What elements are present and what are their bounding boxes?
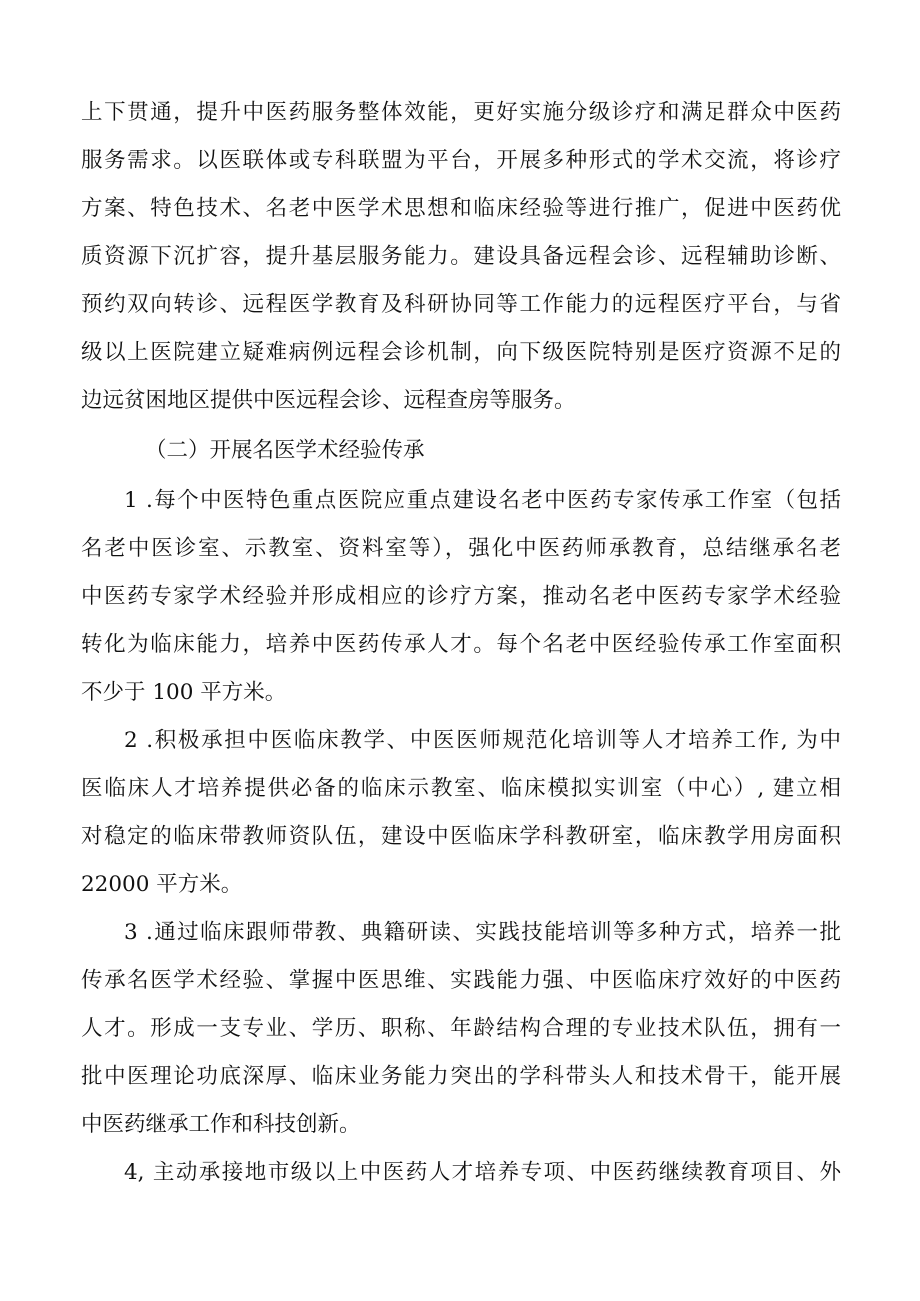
text-line: 2 .积极承担中医临床教学、中医医师规范化培训等人才培养工作, 为中 <box>124 728 841 753</box>
text-line: 上下贯通，提升中医药服务整体效能，更好实施分级诊疗和满足群众中医药 <box>81 100 841 125</box>
text-line: 预约双向转诊、远程医学教育及科研协同等工作能力的远程医疗平台，与省 <box>81 292 841 317</box>
text-line: 质资源下沉扩容，提升基层服务能力。建设具备远程会诊、远程辅助诊断、 <box>81 244 841 269</box>
section-heading: （二）开展名医学术经验传承 <box>145 438 425 463</box>
text-line: 3 .通过临床跟师带教、典籍研读、实践技能培训等多种方式，培养一批 <box>124 920 841 945</box>
text-line: 中医药专家学术经验并形成相应的诊疗方案，推动名老中医药专家学术经验 <box>81 584 841 609</box>
text-line: 4, 主动承接地市级以上中医药人才培养专项、中医药继续教育项目、外 <box>124 1160 841 1185</box>
text-line: 22000 平方米。 <box>81 872 243 897</box>
text-line: 人才。形成一支专业、学历、职称、年龄结构合理的专业技术队伍，拥有一 <box>81 1016 841 1041</box>
text-line: 不少于 100 平方米。 <box>81 680 287 705</box>
text-line: 名老中医诊室、示教室、资料室等），强化中医药师承教育，总结继承名老 <box>81 536 841 561</box>
text-line: 1 .每个中医特色重点医院应重点建设名老中医药专家传承工作室（包括 <box>124 488 841 513</box>
text-line: 对稳定的临床带教师资队伍，建设中医临床学科教研室，临床教学用房面积 <box>81 824 841 849</box>
text-line: 批中医理论功底深厚、临床业务能力突出的学科带头人和技术骨干，能开展 <box>81 1064 841 1089</box>
text-line: 服务需求。以医联体或专科联盟为平台，开展多种形式的学术交流，将诊疗 <box>81 148 841 173</box>
text-line: 转化为临床能力，培养中医药传承人才。每个名老中医经验传承工作室面积 <box>81 632 841 657</box>
text-line: 边远贫困地区提供中医远程会诊、远程查房等服务。 <box>81 388 576 413</box>
text-line: 医临床人才培养提供必备的临床示教室、临床模拟实训室（中心）, 建立相 <box>81 776 841 801</box>
text-line: 方案、特色技术、名老中医学术思想和临床经验等进行推广，促进中医药优 <box>81 196 841 221</box>
text-line: 级以上医院建立疑难病例远程会诊机制，向下级医院特别是医疗资源不足的 <box>81 340 841 365</box>
text-line: 传承名医学术经验、掌握中医思维、实践能力强、中医临床疗效好的中医药 <box>81 968 841 993</box>
text-line: 中医药继承工作和科技创新。 <box>81 1112 361 1137</box>
